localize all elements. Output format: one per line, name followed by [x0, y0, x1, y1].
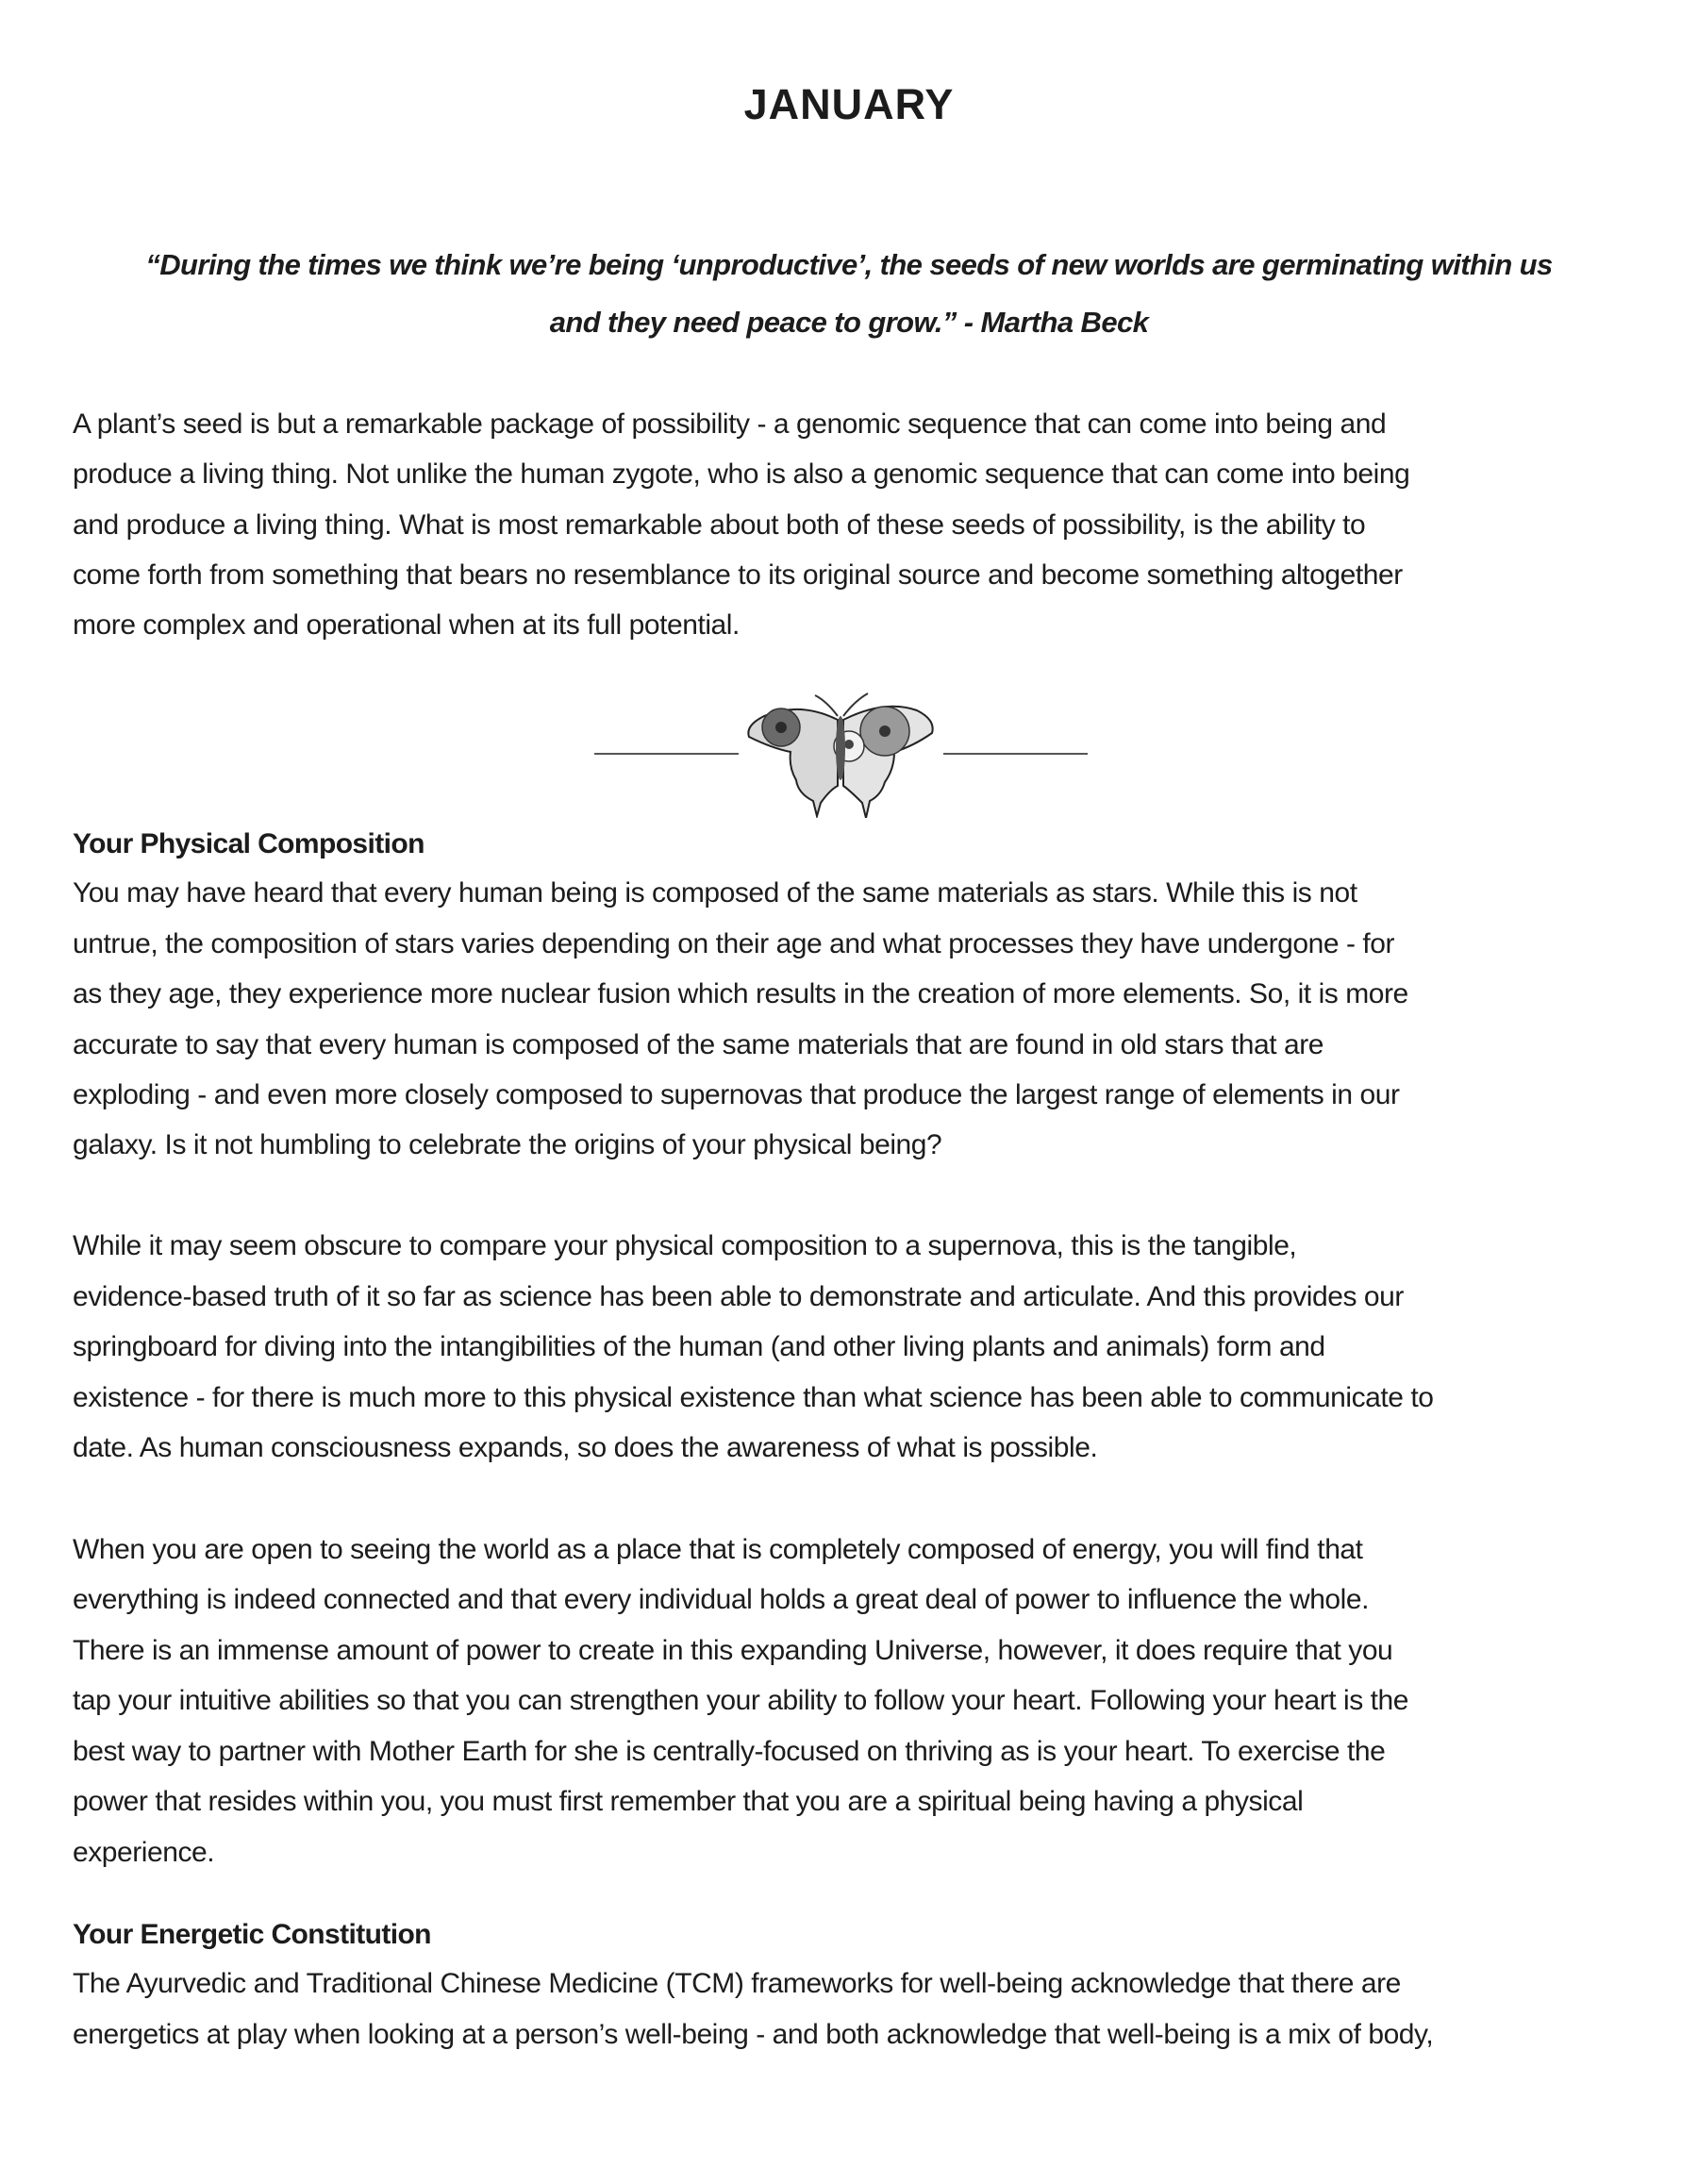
section-heading: Your Energetic Constitution — [73, 1919, 431, 1950]
text-line: experience. — [73, 1837, 215, 1868]
text-line: tap your intuitive abilities so that you can strengthen your ability to follow your heart. Following your heart is the — [73, 1685, 1409, 1716]
text-line: best way to partner with Mother Earth for she is centrally-focused on thriving as is your heart. To exercise the — [73, 1736, 1386, 1767]
text-line: You may have heard that every human being is composed of the same materials as stars. While this is not — [73, 877, 1357, 909]
butterfly-flowers-icon — [743, 692, 938, 818]
text-line: everything is indeed connected and that every individual holds a great deal of power to influence the whole. — [73, 1584, 1369, 1615]
text-line: more complex and operational when at its full potential. — [73, 609, 740, 641]
text-line: There is an immense amount of power to create in this expanding Universe, however, it does require that you — [73, 1635, 1393, 1666]
text-line: The Ayurvedic and Traditional Chinese Medicine (TCM) frameworks for well-being acknowledge that there are — [73, 1968, 1401, 1999]
text-line: come forth from something that bears no resemblance to its original source and become something altogether — [73, 559, 1403, 591]
text-line: galaxy. Is it not humbling to celebrate the origins of your physical being? — [73, 1129, 942, 1160]
text-line: When you are open to seeing the world as a place that is completely composed of energy, you will find that — [73, 1534, 1363, 1565]
divider-rule-left — [594, 753, 739, 755]
section-heading: Your Physical Composition — [73, 828, 424, 859]
text-line: untrue, the composition of stars varies depending on their age and what processes they have undergone - for — [73, 928, 1395, 959]
text-line: energetics at play when looking at a person’s well-being - and both acknowledge that well-being is a mix of body, — [73, 2019, 1434, 2050]
text-line: power that resides within you, you must first remember that you are a spiritual being having a physical — [73, 1786, 1304, 1817]
text-line: accurate to say that every human is composed of the same materials that are found in old stars that are — [73, 1029, 1324, 1060]
quote-line: “During the times we think we’re being ‘unproductive’, the seeds of new worlds are germinating within us — [145, 248, 1553, 281]
text-line: existence - for there is much more to this physical existence than what science has been able to communicate to — [73, 1382, 1434, 1413]
text-line: exploding - and even more closely composed to supernovas that produce the largest range of elements in our — [73, 1079, 1400, 1110]
text-line: date. As human consciousness expands, so does the awareness of what is possible. — [73, 1432, 1098, 1463]
text-line: evidence-based truth of it so far as science has been able to demonstrate and articulate. And this provides our — [73, 1281, 1404, 1312]
text-line: While it may seem obscure to compare your physical composition to a supernova, this is the tangible, — [73, 1230, 1297, 1261]
text-line: produce a living thing. Not unlike the human zygote, who is also a genomic sequence that can come into being — [73, 458, 1410, 490]
text-line: A plant’s seed is but a remarkable package of possibility - a genomic sequence that can come into being and — [73, 408, 1387, 440]
text-line: and produce a living thing. What is most remarkable about both of these seeds of possibility, is the ability to — [73, 509, 1366, 541]
divider-rule-right — [943, 753, 1088, 755]
quote-line: and they need peace to grow.” - Martha Beck — [549, 306, 1149, 339]
text-line: springboard for diving into the intangibilities of the human (and other living plants and animals) form and — [73, 1331, 1325, 1362]
text-line: as they age, they experience more nuclear fusion which results in the creation of more elements. So, it is more — [73, 978, 1408, 1009]
page-title: JANUARY — [743, 80, 955, 128]
